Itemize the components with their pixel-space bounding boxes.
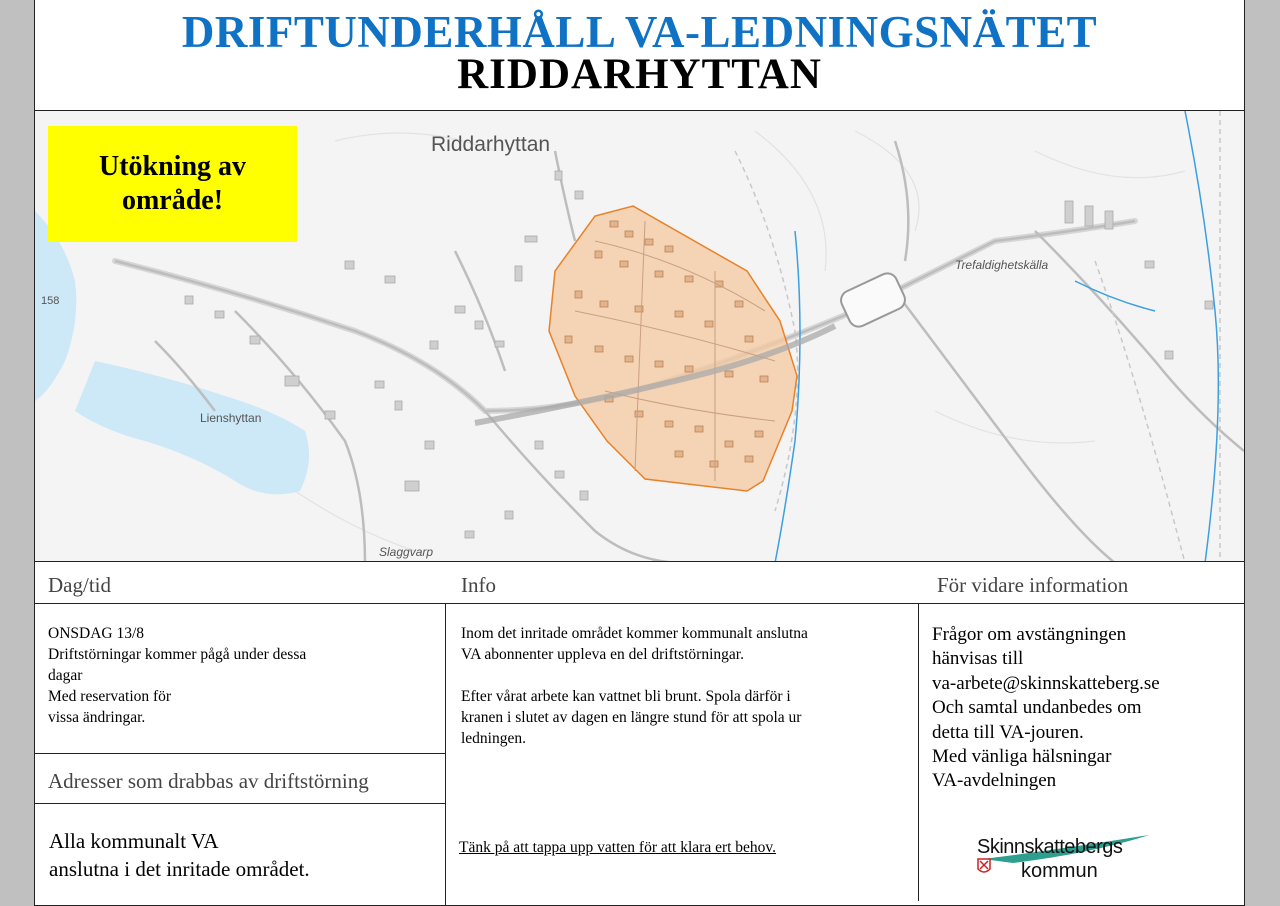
notice-page [34, 0, 1245, 906]
contact-line: Och samtal undanbedes om [932, 697, 1142, 719]
logo-line-1: Skinnskattebergs [977, 836, 1123, 858]
callout-line-2: område! [121, 185, 224, 216]
info-footer: Tänk på att tappa upp vatten för att klara ert behov. [459, 839, 777, 856]
info-line: ledningen. [461, 730, 526, 747]
label-trefaldighetskalla: Trefaldighetskälla [955, 258, 1049, 272]
label-lienshyttan: Lienshyttan [200, 411, 262, 425]
expansion-callout [48, 126, 297, 242]
day-line: ONSDAG 13/8 [48, 625, 145, 642]
sports-field [838, 270, 908, 330]
area-map [35, 110, 1244, 562]
address-line: anslutna i det inritade området. [49, 857, 310, 881]
contact-line: Frågor om avstängningen [932, 624, 1127, 645]
contact-line: Med vänliga hälsningar [932, 746, 1112, 768]
page-subtitle: RIDDARHYTTAN [457, 51, 822, 98]
day-line: Driftstörningar kommer pågå under dessa [48, 646, 307, 663]
info-text [461, 623, 911, 749]
info-line: Efter vårat arbete kan vattnet bli brunt. Spola därför i [461, 688, 791, 705]
header-dag-tid: Dag/tid [48, 573, 111, 597]
contact-line: detta till VA-jouren. [932, 721, 1084, 743]
header-info: Info [461, 573, 496, 597]
day-line: Med reservation för [48, 688, 172, 705]
info-line: kranen i slutet av dagen en längre stund för att spola ur [461, 709, 802, 726]
municipality-logo [973, 829, 1163, 889]
label-slaggvarp: Slaggvarp [379, 545, 434, 559]
header-addresses: Adresser som drabbas av driftstörning [48, 769, 369, 793]
info-line: Inom det inritade området kommer kommunalt anslutna [461, 625, 808, 642]
info-table [35, 563, 1244, 906]
label-elevation: 158 [41, 295, 60, 307]
contact-line: hänvisas till [932, 648, 1024, 670]
page-title: DRIFTUNDERHÅLL VA-LEDNINGSNÄTET [181, 7, 1098, 57]
info-line: VA abonnenter uppleva en del driftstörningar. [461, 646, 744, 663]
addresses [49, 827, 439, 883]
logo-line-2: kommun [1021, 860, 1098, 882]
contact-info [932, 623, 1237, 794]
coat-of-arms-icon [978, 859, 990, 872]
day-line: dagar [48, 667, 83, 684]
callout-line-1: Utökning av [98, 151, 247, 182]
contact-email[interactable]: va-arbete@skinnskatteberg.se [932, 672, 1160, 694]
address-line: Alla kommunalt VA [49, 829, 219, 853]
header-contact: För vidare information [937, 573, 1129, 597]
day-info [48, 623, 438, 728]
day-line: vissa ändringar. [48, 709, 146, 726]
label-riddarhyttan: Riddarhyttan [431, 133, 551, 156]
contact-line: VA-avdelningen [932, 770, 1057, 792]
